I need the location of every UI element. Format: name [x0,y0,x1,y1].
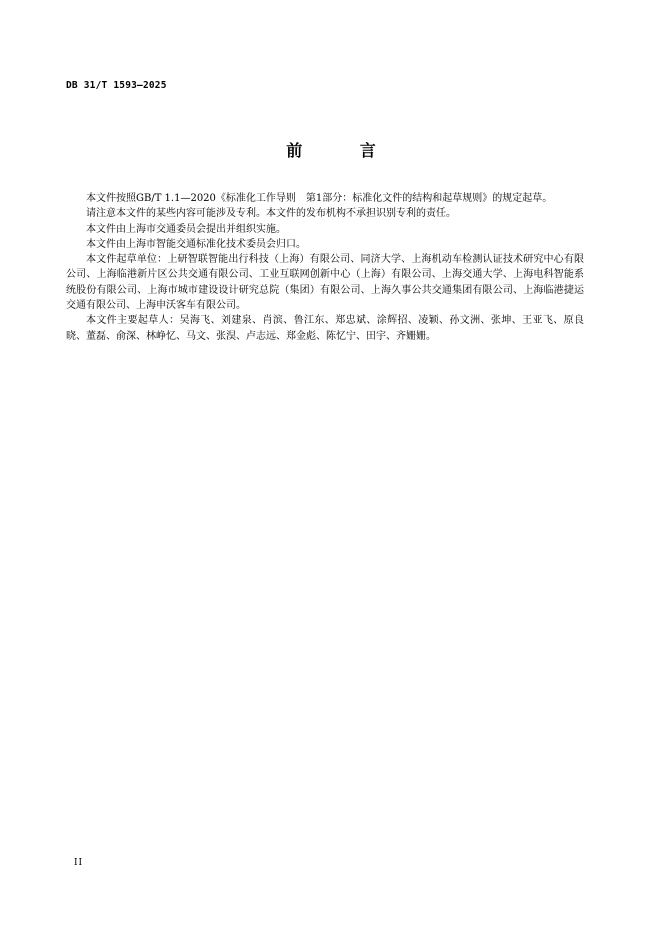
paragraph-technical-committee: 本文件由上海市智能交通标准化技术委员会归口。 [86,238,306,250]
paragraph-drafters: 本文件主要起草人：吴海飞、刘建泉、肖滨、鲁江东、郑忠斌、涂辉招、凌颖、孙文洲、张坤、王亚飞、原良晓、董磊、俞深、林峥忆、马文、张淏、卢志远、郑金彪、陈忆宁、田宇、齐姗姗。 [66,315,584,342]
paragraph-patent-notice: 请注意本文件的某些内容可能涉及专利。本文件的发布机构不承担识别专利的责任。 [86,208,456,220]
paragraph-proposer: 本文件由上海市交通委员会提出并组织实施。 [86,223,286,235]
paragraph-drafting-basis: 本文件按照GB/T 1.1—2020《标准化工作导则 第1部分：标准化文件的结构和起草规则》的规定起草。 [86,193,553,204]
paragraph-drafting-organizations: 本文件起草单位：上研智联智能出行科技（上海）有限公司、同济大学、上海机动车检测认证技术研究中心有限公司、上海临港新片区公共交通有限公司、工业互联网创新中心（上海）有限公司、上海交通大学、上海电科智能系统股份有限公司、上海市城市建设设计研究总院（集团）有限公司、上海久事公共交通集团有限公司、上海临港捷运交通有限公司、上海申沃客车有限公司。 [66,254,584,312]
foreword-body [66,191,584,344]
page-number: II [74,858,84,868]
section-title: 前 言 [286,141,402,160]
document-number: DB 31/T 1593—2025 [66,80,167,91]
